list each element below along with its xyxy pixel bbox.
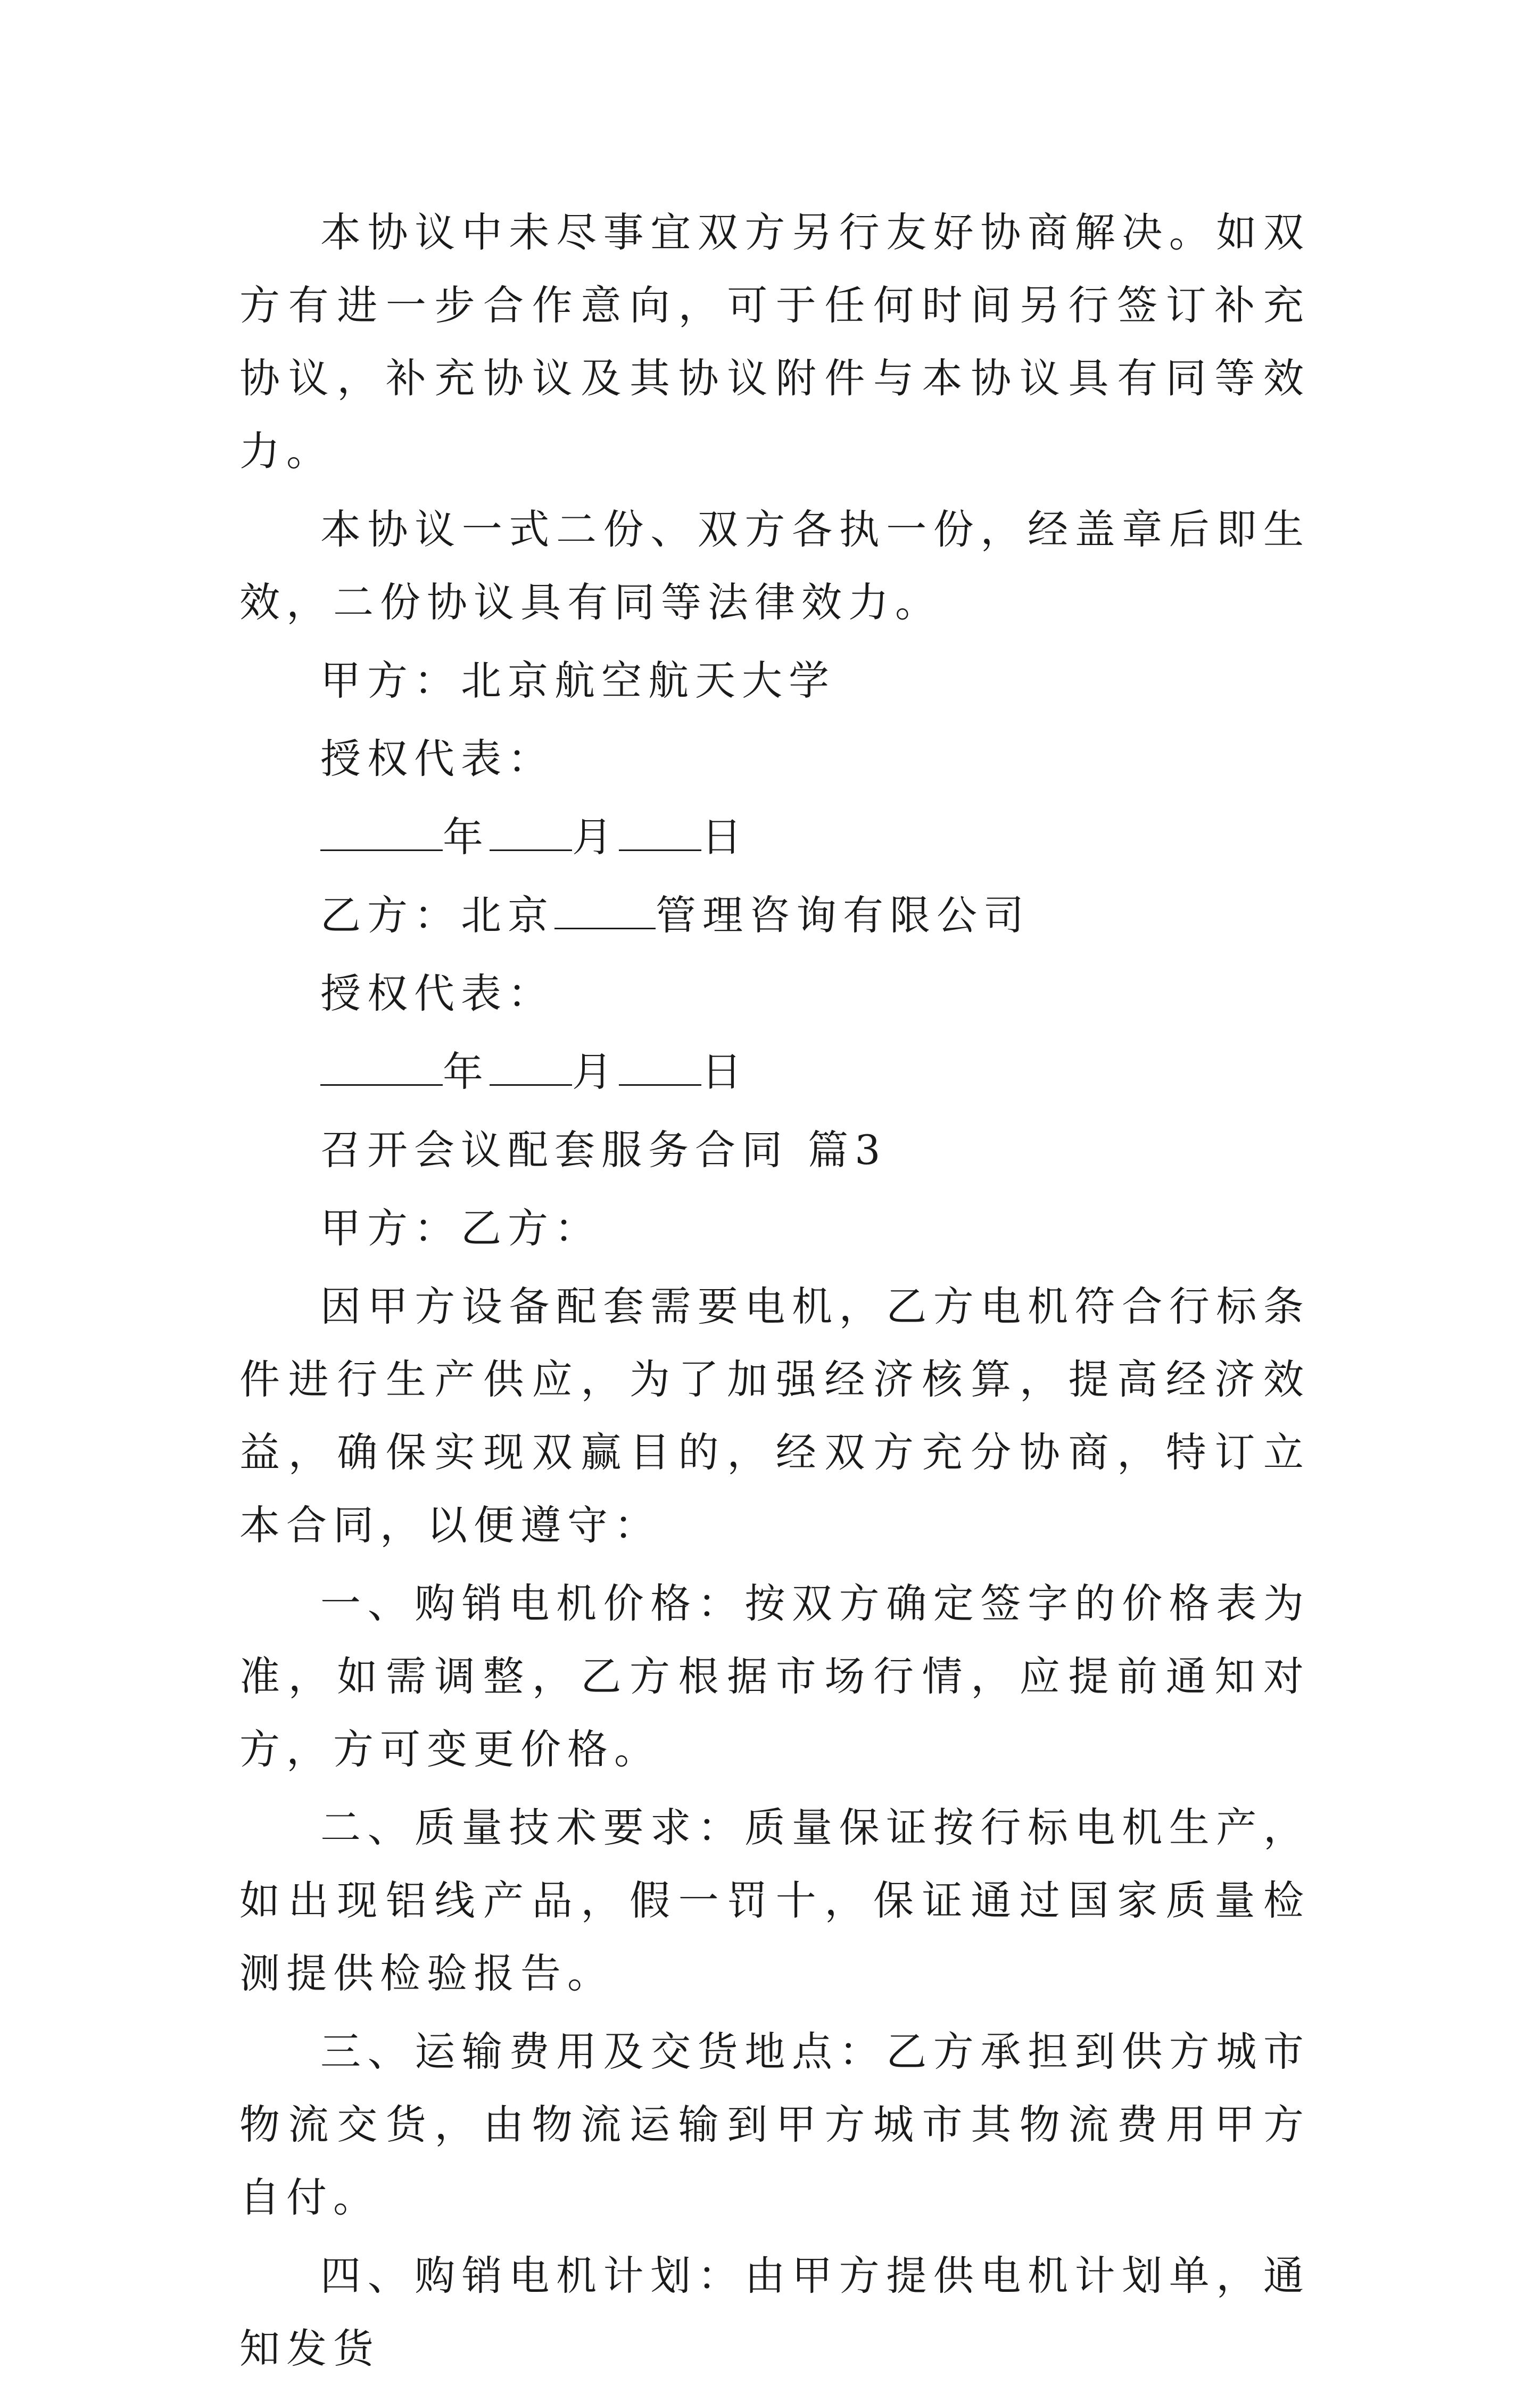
- clause-transport: 三、运输费用及交货地点：乙方承担到供方城市物流交货，由物流运输到甲方城市其物流费用甲方自付。: [239, 2028, 1310, 2221]
- paragraph-copies-validity: 本协议一式二份、双方各执一份，经盖章后即生效，二份协议具有同等法律效力。: [239, 506, 1310, 626]
- paragraph-unresolved-matters: 本协议中未尽事宜双方另行友好协商解决。如双方有进一步合作意向，可于任何时间另行签订补充协议，补充协议及其协议附件与本协议具有同等效力。: [239, 209, 1310, 475]
- party-a-date-line: [239, 800, 1310, 873]
- day-label: 日: [701, 813, 748, 861]
- month-blank: [490, 814, 572, 851]
- clause-price: 一、购销电机价格：按双方确定签字的价格表为准，如需调整，乙方根据市场行情，应提前通知对方，方可变更价格。: [239, 1580, 1310, 1773]
- year-blank: [320, 1049, 443, 1086]
- year-label: 年: [443, 1048, 490, 1095]
- month-blank: [490, 1049, 572, 1086]
- clause-plan: 四、购销电机计划：由甲方提供电机计划单，通知发货: [239, 2252, 1310, 2372]
- party-a-line: 甲方：北京航空航天大学: [320, 657, 835, 704]
- company-name-blank: [554, 893, 656, 929]
- day-blank: [619, 1049, 701, 1086]
- party-b-line: [239, 879, 1310, 952]
- party-b-suffix: 管理咨询有限公司: [656, 892, 1030, 939]
- party-b-representative-label: 授权代表：: [320, 970, 554, 1017]
- month-label: 月: [572, 813, 619, 861]
- clause-quality: 二、质量技术要求：质量保证按行标电机生产，如出现铝线产品，假一罚十，保证通过国家质量检测提供检验报告。: [239, 1804, 1310, 1997]
- party-a-representative-label: 授权代表：: [320, 735, 554, 782]
- parties-line: 甲方：乙方：: [320, 1204, 601, 1252]
- month-label: 月: [572, 1048, 619, 1095]
- paragraph-intro: 因甲方设备配套需要电机，乙方电机符合行标条件进行生产供应，为了加强经济核算，提高经济效益，确保实现双赢目的，经双方充分协商，特订立本合同，以便遵守：: [239, 1283, 1310, 1549]
- section-title: 召开会议配套服务合同 篇3: [320, 1126, 887, 1174]
- party-b-date-line: [239, 1035, 1310, 1108]
- document-body: [239, 196, 1310, 2385]
- day-label: 日: [701, 1048, 748, 1095]
- day-blank: [619, 814, 701, 851]
- year-blank: [320, 814, 443, 851]
- party-b-prefix: 乙方：北京: [320, 892, 554, 939]
- year-label: 年: [443, 813, 490, 861]
